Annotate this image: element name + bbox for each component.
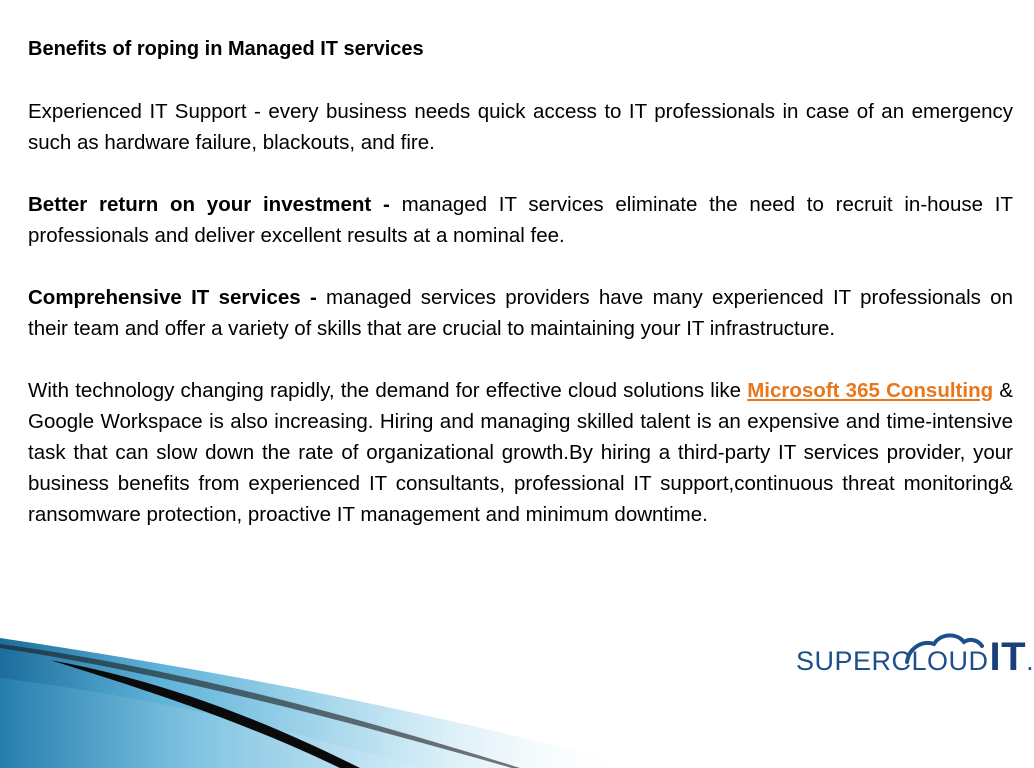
paragraph-text: managed IT services eliminate the need to recruit in-house IT professionals and deliver excellent results at a nominal fee.	[28, 193, 1013, 247]
paragraph-heading: Comprehensive IT services -	[28, 286, 327, 309]
paragraph-comprehensive-services	[28, 282, 1013, 344]
microsoft-365-consulting-link[interactable]: Microsoft 365 Consulting	[747, 379, 994, 402]
paragraph-heading: Better return on your investment -	[28, 193, 402, 216]
paragraph-text-before: With technology changing rapidly, the demand for effective cloud solutions like	[28, 379, 748, 402]
logo-brand: SUPERCLOUD	[796, 646, 989, 676]
supercloud-it-logo	[792, 628, 1034, 686]
paragraph-text: managed services providers have many experienced IT professionals on their team and offer a variety of skills that are crucial to maintaining your IT infrastructure.	[28, 286, 1013, 340]
paragraph-text-after: & Google Workspace is also increasing. Hiring and managing skilled talent is an expensive and time-intensive task that can slow down the rate of organizational growth.By hiring a third-party IT services provider, your business benefits from experienced IT consultants, professional IT support,continuous threat monitoring& ransomware protection, proactive IT management and minimum downtime.	[28, 379, 1013, 526]
paragraph-text: Experienced IT Support - every business needs quick access to IT professionals in case of an emergency such as hardware failure, blackouts, and fire.	[28, 100, 1013, 154]
logo-dot: .	[1026, 646, 1034, 676]
slide-title: Benefits of roping in Managed IT services	[28, 38, 424, 60]
paragraph-better-return	[28, 189, 1013, 251]
logo-suffix: IT	[989, 635, 1027, 679]
logo-wordmark	[796, 635, 1034, 680]
paragraph-cloud-solutions	[28, 375, 1013, 530]
paragraph-experienced-support	[28, 96, 1013, 158]
slide-content	[28, 34, 1013, 561]
